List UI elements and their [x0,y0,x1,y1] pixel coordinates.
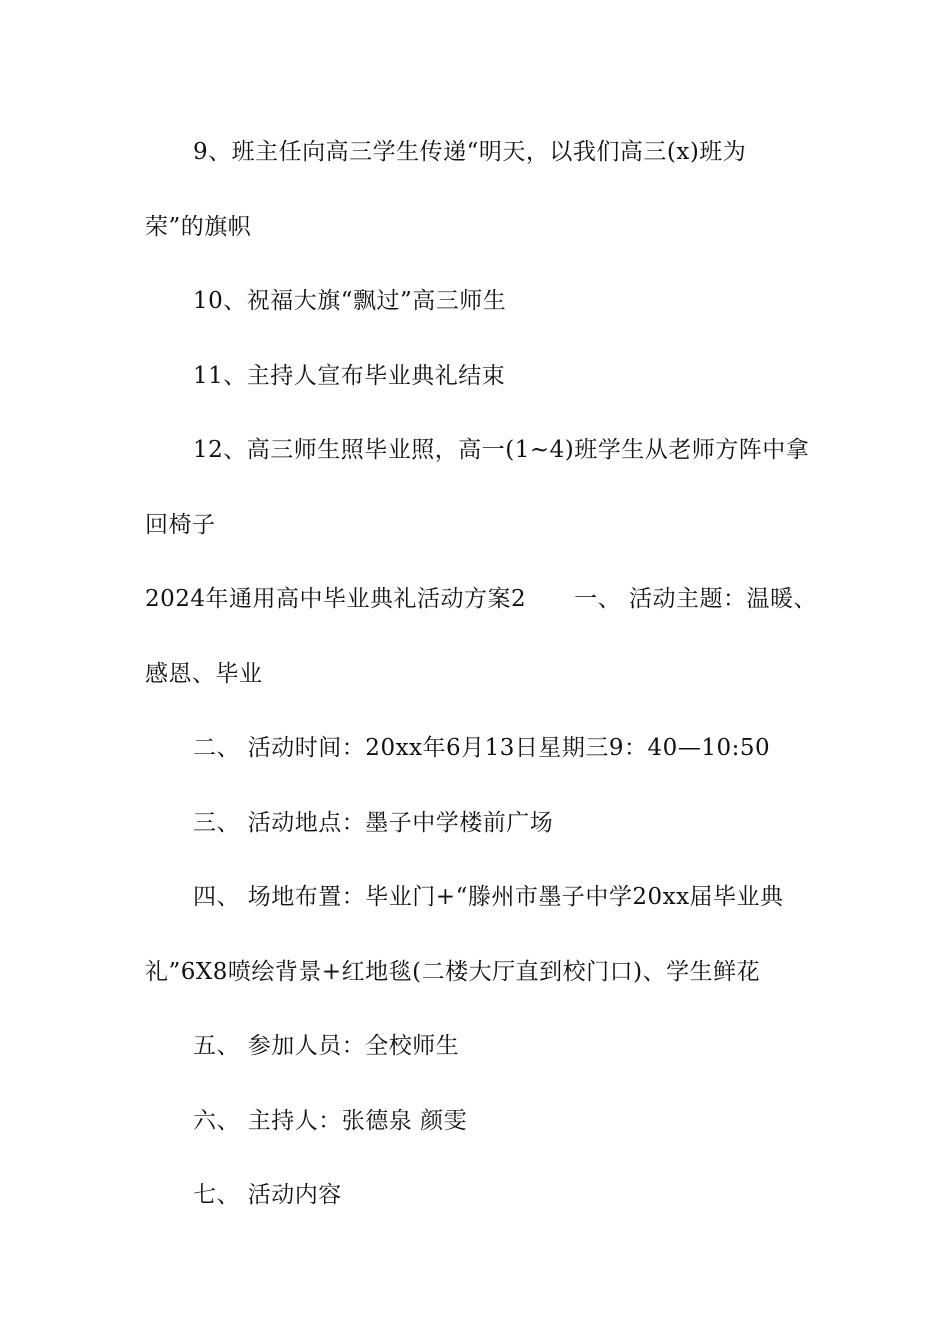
text-line-section-3-location: 三、 活动地点：墨子中学楼前广场 [193,809,554,836]
text-line-theme-cont: 感恩、毕业 [145,660,263,687]
text-line-item-12: 12、高三师生照毕业照，高一(1~4)班学生从老师方阵中拿 [193,437,810,463]
text-line-item-12-cont: 回椅子 [145,511,216,538]
text-line-item-9: 9、班主任向高三学生传递“明天，以我们高三(x)班为 [193,139,747,165]
text-line-section-4-cont: 礼”6X8喷绘背景+红地毯(二楼大厅直到校门口)、学生鲜花 [145,958,761,985]
section-1-theme: 一、 活动主题：温暖、 [574,586,817,612]
text-line-section-7-content: 七、 活动内容 [193,1182,342,1208]
text-line-section-6-hosts: 六、 主持人：张德泉 颜雯 [193,1107,468,1134]
plan-title: 2024年通用高中毕业典礼活动方案2 [145,586,527,612]
document-body [145,128,835,1246]
text-line-section-2-time: 二、 活动时间：20xx年6月13日星期三9：40—10:50 [193,735,771,761]
text-line-section-4-venue: 四、 场地布置：毕业门+“滕州市墨子中学20xx届毕业典 [193,884,784,910]
text-line-plan-heading [145,575,835,650]
text-line-item-10: 10、祝福大旗“飘过”高三师生 [193,288,507,314]
text-line-item-11: 11、主持人宣布毕业典礼结束 [193,362,506,389]
text-line-item-9-cont: 荣”的旗帜 [145,213,252,240]
text-line-section-5-participants: 五、 参加人员：全校师生 [193,1033,460,1059]
